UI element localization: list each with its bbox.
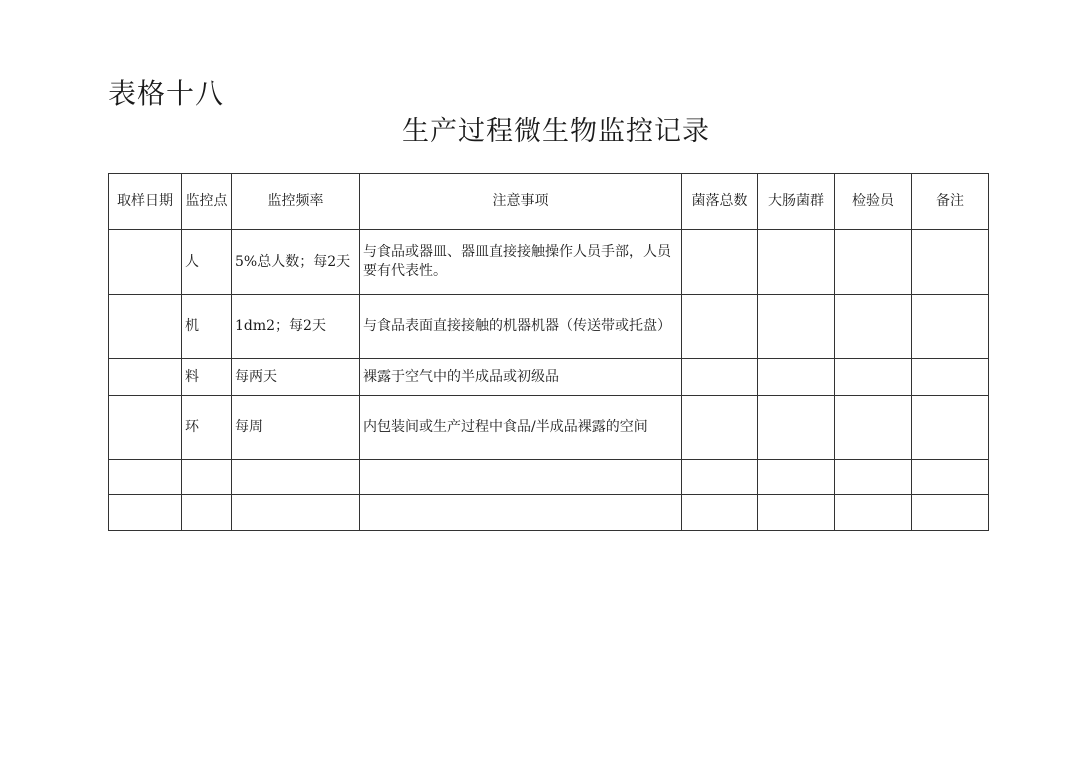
cell-monitoring-frequency: 5%总人数；每2天 [232, 230, 360, 295]
cell-inspector[interactable] [835, 495, 912, 531]
table-row [109, 396, 989, 460]
cell-total-colony-count[interactable] [682, 359, 758, 396]
table-row [109, 495, 989, 531]
cell-sampling-date[interactable] [109, 460, 182, 495]
table-row [109, 460, 989, 495]
header-inspector: 检验员 [835, 174, 912, 230]
header-coliforms: 大肠菌群 [758, 174, 835, 230]
monitoring-record-table [108, 173, 989, 531]
cell-inspector[interactable] [835, 460, 912, 495]
cell-remarks[interactable] [912, 495, 989, 531]
document-title: 生产过程微生物监控记录 [402, 116, 710, 147]
cell-total-colony-count[interactable] [682, 396, 758, 460]
cell-sampling-date[interactable] [109, 495, 182, 531]
cell-total-colony-count[interactable] [682, 230, 758, 295]
cell-monitoring-frequency: 1dm2；每2天 [232, 295, 360, 359]
cell-coliforms[interactable] [758, 396, 835, 460]
table-row [109, 230, 989, 295]
cell-monitoring-point: 环 [182, 396, 232, 460]
header-sampling-date: 取样日期 [109, 174, 182, 230]
cell-inspector[interactable] [835, 359, 912, 396]
cell-notes: 内包装间或生产过程中食品/半成品裸露的空间 [360, 396, 682, 460]
header-monitoring-frequency: 监控频率 [232, 174, 360, 230]
header-remarks: 备注 [912, 174, 989, 230]
cell-coliforms[interactable] [758, 359, 835, 396]
cell-monitoring-point: 机 [182, 295, 232, 359]
cell-coliforms[interactable] [758, 495, 835, 531]
cell-coliforms[interactable] [758, 230, 835, 295]
cell-coliforms[interactable] [758, 460, 835, 495]
cell-sampling-date[interactable] [109, 396, 182, 460]
header-total-colony-count: 菌落总数 [682, 174, 758, 230]
cell-sampling-date[interactable] [109, 295, 182, 359]
table-row [109, 359, 989, 396]
table-row [109, 295, 989, 359]
cell-monitoring-point[interactable] [182, 495, 232, 531]
table-header-row [109, 174, 989, 230]
header-notes: 注意事项 [360, 174, 682, 230]
cell-notes: 与食品表面直接接触的机器机器（传送带或托盘） [360, 295, 682, 359]
cell-coliforms[interactable] [758, 295, 835, 359]
cell-inspector[interactable] [835, 230, 912, 295]
cell-sampling-date[interactable] [109, 359, 182, 396]
cell-monitoring-frequency: 每两天 [232, 359, 360, 396]
cell-monitoring-frequency[interactable] [232, 495, 360, 531]
cell-remarks[interactable] [912, 230, 989, 295]
cell-remarks[interactable] [912, 359, 989, 396]
cell-notes[interactable] [360, 460, 682, 495]
cell-total-colony-count[interactable] [682, 295, 758, 359]
cell-sampling-date[interactable] [109, 230, 182, 295]
cell-total-colony-count[interactable] [682, 460, 758, 495]
cell-remarks[interactable] [912, 460, 989, 495]
cell-total-colony-count[interactable] [682, 495, 758, 531]
cell-monitoring-point: 人 [182, 230, 232, 295]
cell-notes[interactable] [360, 495, 682, 531]
cell-inspector[interactable] [835, 396, 912, 460]
cell-notes: 与食品或器皿、器皿直接接触操作人员手部，人员要有代表性。 [360, 230, 682, 295]
form-number: 表格十八 [108, 77, 225, 110]
cell-remarks[interactable] [912, 396, 989, 460]
cell-inspector[interactable] [835, 295, 912, 359]
header-monitoring-point: 监控点 [182, 174, 232, 230]
cell-monitoring-frequency[interactable] [232, 460, 360, 495]
cell-monitoring-frequency: 每周 [232, 396, 360, 460]
cell-notes: 裸露于空气中的半成品或初级品 [360, 359, 682, 396]
cell-remarks[interactable] [912, 295, 989, 359]
cell-monitoring-point[interactable] [182, 460, 232, 495]
cell-monitoring-point: 料 [182, 359, 232, 396]
